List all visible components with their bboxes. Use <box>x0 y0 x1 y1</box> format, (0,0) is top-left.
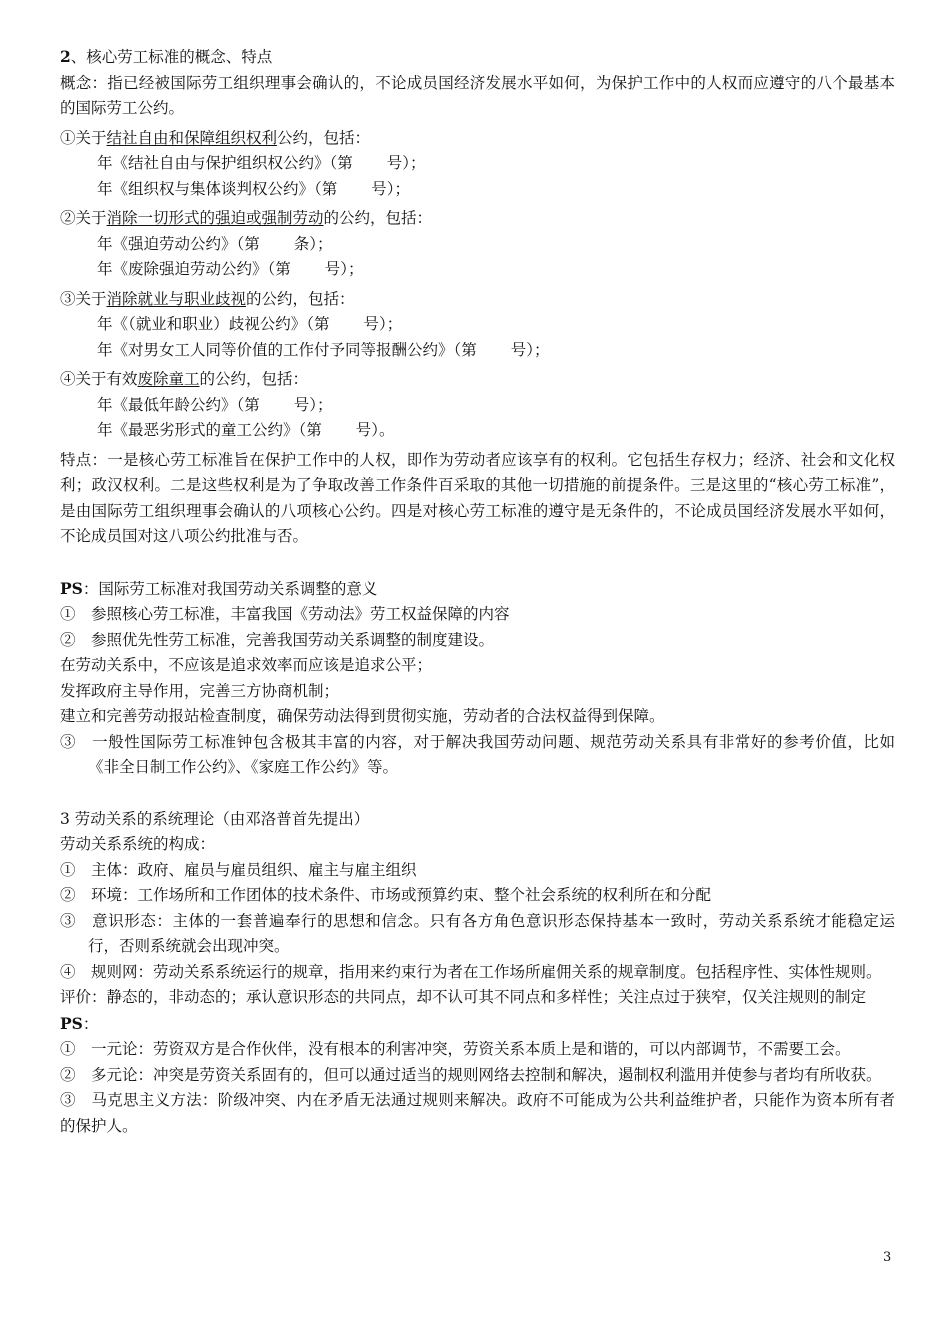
group-3-item-a: 年《（就业和职业）歧视公约》（第 号）； <box>97 315 403 333</box>
system-item-1: ① 主体：政府、雇员与雇员组织、雇主与雇主组织 <box>60 860 417 879</box>
section-3-subheading: 劳动关系系统的构成： <box>60 835 216 853</box>
section-3-heading: 3 劳动关系的系统理论（由邓洛普首先提出） <box>60 809 370 828</box>
system-item-3: ③ 意识形态：主体的一套普遍奉行的思想和信念。只有各方角色意识形态保持基本一致时，劳动关系系统才能稳定运行，否则系统就会出现冲突。 <box>60 911 895 955</box>
concept-paragraph: 概念：指已经被国际劳工组织理事会确认的，不论成员国经济发展水平如何，为保护工作中的人权而应遵守的八个最基本的国际劳工公约。 <box>60 73 895 117</box>
group-2-title: ②关于消除一切形式的强迫或强制劳动的公约，包括： <box>60 209 433 227</box>
evaluation-paragraph: 评价：静态的，非动态的；承认意识形态的共同点，却不认可其不同点和多样性；关注点过于狭窄，仅关注规则的制定 <box>60 988 867 1006</box>
ps2-heading: PS： <box>60 1013 99 1033</box>
page-number: 3 <box>883 1250 892 1265</box>
ps2-item-3: ③ 马克思主义方法：阶级冲突、内在矛盾无法通过规则来解决。政府不可能成为公共利益维护者，只能作为资本所有者的保护人。 <box>60 1091 895 1135</box>
group-3-item-b: 年《对男女工人同等价值的工作付予同等报酬公约》（第 号）； <box>97 340 550 359</box>
document-page <box>60 44 895 1139</box>
group-4-title: ④关于有效废除童工的公约，包括： <box>60 370 309 388</box>
ps-heading: PS：国际劳工标准对我国劳动关系调整的意义 <box>60 578 378 598</box>
group-1-item-b: 年《组织权与集体谈判权公约》（第 号）； <box>97 179 411 198</box>
ps2-item-1: ① 一元论：劳资双方是合作伙伴，没有根本的利害冲突，劳资关系本质上是和谐的，可以内部调节，不需要工会。 <box>60 1040 851 1058</box>
features-paragraph: 特点：一是核心劳工标准旨在保护工作中的人权，即作为劳动者应该享有的权利。它包括生存权力；经济、社会和文化权利；政汉权利。二是这些权利是为了争取改善工作条件百采取的其他一切措施的前提条件。三是这里的“核心劳工标准”，是由国际劳工组织理事会确认的八项核心公约。四是对核心劳工标准的遵守是无条件的，不论成员国经济发展水平如何，不论成员国对这八项公约批准与否。 <box>60 450 895 545</box>
system-item-2: ② 环境：工作场所和工作团体的技术条件、市场或预算约束、整个社会系统的权利所在和分配 <box>60 886 712 904</box>
ps-line-3: 建立和完善劳动报站检查制度，确保劳动法得到贯彻实施，劳动者的合法权益得到保障。 <box>60 707 665 725</box>
group-1-title: ①关于结社自由和保障组织权利公约，包括： <box>60 128 371 147</box>
ps-line-1: 在劳动关系中，不应该是追求效率而应该是追求公平； <box>60 656 433 674</box>
ps-list-item-2: ② 参照优先性劳工标准，完善我国劳动关系调整的制度建设。 <box>60 630 495 649</box>
system-item-4: ④ 规则网：劳动关系系统运行的规章，指用来约束行为者在工作场所雇佣关系的规章制度。包括程序性、实体性规则。 <box>60 962 882 981</box>
section-2-heading: 2、核心劳工标准的概念、特点 <box>60 47 273 66</box>
ps-line-2: 发挥政府主导作用，完善三方协商机制； <box>60 681 340 700</box>
ps2-item-2: ② 多元论：冲突是劳资关系固有的，但可以通过适当的规则网络去控制和解决，遏制权利滥用并使参与者均有所收获。 <box>60 1065 882 1084</box>
ps-list-item-1: ① 参照核心劳工标准，丰富我国《劳动法》劳工权益保障的内容 <box>60 605 510 623</box>
ps-list-item-3: ③ 一般性国际劳工标准钟包含极其丰富的内容，对于解决我国劳动问题、规范劳动关系具有非常好的参考价值，比如《非全日制工作公约》、《家庭工作公约》等。 <box>60 732 895 776</box>
group-4-item-b: 年《最恶劣形式的童工公约》（第 号）。 <box>97 421 395 439</box>
group-1-item-a: 年《结社自由与保护组织权公约》（第 号）； <box>97 154 426 172</box>
group-2-item-b: 年《废除强迫劳动公约》（第 号）； <box>97 260 364 278</box>
group-3-title: ③关于消除就业与职业歧视的公约，包括： <box>60 289 355 308</box>
group-4-item-a: 年《最低年龄公约》（第 号）； <box>97 395 333 414</box>
group-2-item-a: 年《强迫劳动公约》（第 条）； <box>97 234 333 253</box>
